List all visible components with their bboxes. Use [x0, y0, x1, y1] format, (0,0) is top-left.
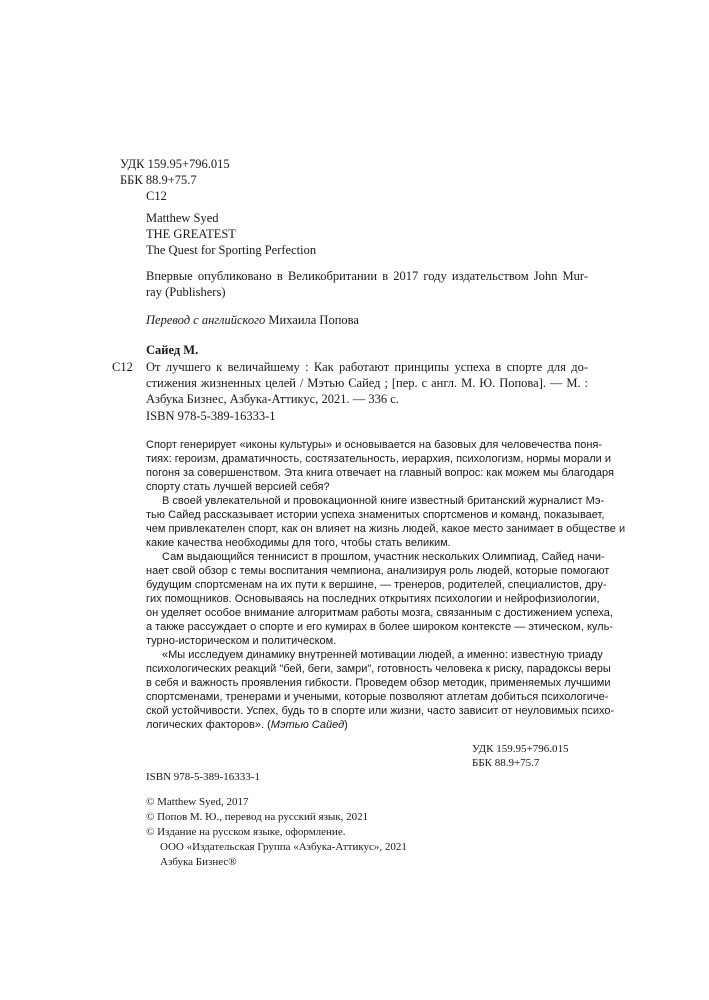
catalog-line-3: Азбука Бизнес, Азбука-Аттикус, 2021. — 336 с. — [146, 392, 399, 406]
annotation-p4-line: в себя и важность проявления гибкости. Проведем обзор методик, применяемых лучшими — [146, 677, 611, 689]
annotation-p3-line: нает свой обзор с темы воспитания чемпиона, анализируя роль людей, которые помогают — [146, 565, 610, 577]
annotation-p4-last-text: логических факторов». ( — [146, 719, 271, 731]
author-mark: С12 — [146, 189, 167, 203]
udk-code: УДК 159.95+796.015 — [120, 157, 230, 171]
annotation-p3-line: гих помощников. Основываясь на последних открытиях психологии и нейрофизиологии, — [146, 593, 600, 605]
annotation-p3-line: а также рассуждает о спорте и его кумирах в более широком контексте — этическом, куль- — [146, 621, 613, 633]
catalog-isbn: ISBN 978-5-389-16333-1 — [146, 409, 276, 423]
annotation-p3-line: турно-историческом и политическом. — [146, 635, 337, 647]
catalog-mark: С12 — [112, 360, 133, 374]
udk-code-bottom: УДК 159.95+796.015 — [472, 743, 569, 755]
annotation-p1-line: Спорт генерирует «иконы культуры» и основывается на базовых для человечества поня- — [146, 439, 603, 451]
annotation-p4-line: психологических реакций "бей, беги, замри", готовность человека к риску, парадоксы веры — [146, 663, 611, 675]
publisher-brand: Азбука Бизнес® — [160, 856, 237, 868]
annotation-p3-line: будущим спортсменам на их пути к вершине, — тренеров, родителей, специалистов, дру- — [146, 579, 607, 591]
annotation-p1-line: спорту стать лучшей версией себя? — [146, 481, 330, 493]
quote-author: Мэтью Сайед — [270, 719, 345, 731]
first-published-line1: Впервые опубликовано в Великобритании в 2017 году издательством John Mur- — [146, 269, 588, 283]
annotation-p2-line: какие качества необходимы для того, чтобы стать великим. — [146, 537, 451, 549]
translation-label: Перевод с английского — [146, 313, 266, 327]
annotation-p3-line: он уделяет особое внимание алгоритмам работы мозга, связанным с достижением успеха, — [146, 607, 613, 619]
first-published-line2: ray (Publishers) — [146, 285, 226, 299]
catalog-author-heading: Сайед М. — [146, 343, 199, 357]
bbk-code: ББК 88.9+75.7 — [120, 173, 197, 187]
annotation-p4-line: ской устойчивости. Успех, будь то в спорте или жизни, часто зависит от неуловимых психо- — [146, 705, 615, 717]
annotation-p4-close: ) — [344, 719, 348, 731]
copyright-line: © Matthew Syed, 2017 — [146, 796, 249, 808]
isbn-bottom: ISBN 978-5-389-16333-1 — [146, 771, 260, 783]
catalog-line-2: стижения жизненных целей / Мэтью Сайед ; [пер. с англ. М. Ю. Попова]. — М. : — [146, 376, 588, 390]
translation-credit — [146, 312, 359, 328]
annotation-p4-line: спортсменами, тренерами и учеными, которые позволяют атлетам добиться психологиче- — [146, 691, 609, 703]
annotation-p3-line: Сам выдающийся теннисист в прошлом, участник нескольких Олимпиад, Сайед начи- — [162, 551, 605, 563]
annotation-p2-line: тью Сайед рассказывает истории успеха знаменитых спортсменов и команд, показывает, — [146, 509, 605, 521]
bbk-code-bottom: ББК 88.9+75.7 — [472, 757, 540, 769]
annotation-p2-line: В своей увлекательной и провокационной книге известный британский журналист Мэ- — [162, 495, 605, 507]
original-author: Matthew Syed — [146, 211, 219, 225]
catalog-line-1: От лучшего к величайшему : Как работают принципы успеха в спорте для до- — [146, 360, 588, 374]
annotation-p2-line: чем привлекателен спорт, как он влияет на жизнь людей, какое место занимает в обществе и — [146, 523, 626, 535]
annotation-p1-line: погоня за совершенством. Эта книга отвечает на главный вопрос: как можем мы благодаря — [146, 467, 614, 479]
annotation-p4-line: «Мы исследуем динамику внутренней мотивации людей, а именно: известную триаду — [162, 649, 603, 661]
annotation-p1-line: тиях: героизм, драматичность, состязательность, иерархия, психологизм, нормы морали и — [146, 453, 611, 465]
copyright-line: © Издание на русском языке, оформление. — [146, 826, 346, 838]
publisher-line: ООО «Издательская Группа «Азбука-Аттикус», 2021 — [160, 841, 407, 853]
copyright-line: © Попов М. Ю., перевод на русский язык, 2021 — [146, 811, 369, 823]
annotation-p4-last-line — [146, 718, 348, 732]
original-title: THE GREATEST — [146, 227, 236, 241]
original-subtitle: The Quest for Sporting Perfection — [146, 243, 317, 257]
translator-name: Михаила Попова — [268, 313, 359, 327]
